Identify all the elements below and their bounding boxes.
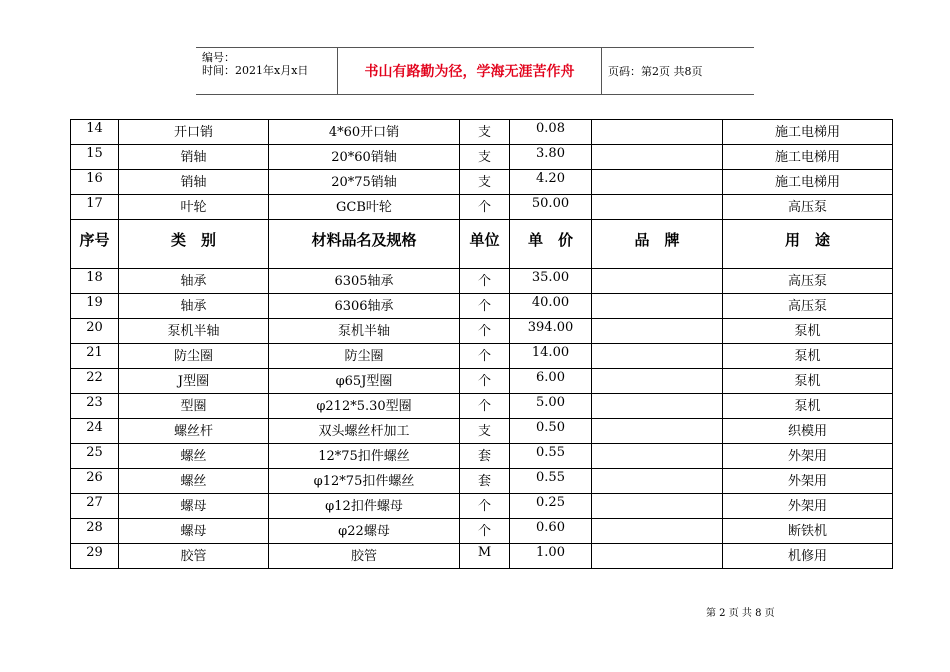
table-cell: 个 [460,519,510,544]
table-row [71,469,893,494]
table-row [71,344,893,369]
table-cell [592,170,723,195]
table-cell [592,319,723,344]
table-cell: 20 [71,319,119,344]
table-row [71,145,893,170]
table-cell: 0.50 [510,419,592,444]
table-cell [592,519,723,544]
table-cell [592,369,723,394]
table-cell [592,469,723,494]
table-row [71,369,893,394]
table-cell: 6306轴承 [269,294,460,319]
table-cell: GCB叶轮 [269,195,460,220]
table-cell: 个 [460,195,510,220]
table-cell: 支 [460,170,510,195]
table-cell: 28 [71,519,119,544]
column-header: 材料品名及规格 [269,220,460,269]
table-cell: 17 [71,195,119,220]
table-cell: 型圈 [119,394,269,419]
table-cell: 螺丝杆 [119,419,269,444]
table-cell: 23 [71,394,119,419]
table-cell: 泵机 [723,319,893,344]
table-cell: 14 [71,120,119,145]
table-cell: 个 [460,319,510,344]
table-cell: φ22螺母 [269,519,460,544]
table-cell: 防尘圈 [119,344,269,369]
table-row [71,195,893,220]
table-cell: 1.00 [510,544,592,569]
table-cell: 套 [460,444,510,469]
table-cell: 12*75扣件螺丝 [269,444,460,469]
table-header-row [71,220,893,269]
table-cell: φ12扣件螺母 [269,494,460,519]
table-cell: 个 [460,369,510,394]
table-cell [592,145,723,170]
table-cell: 15 [71,145,119,170]
table-cell: 0.60 [510,519,592,544]
table-row [71,444,893,469]
table-row [71,494,893,519]
table-cell: 泵机 [723,394,893,419]
table-cell: 泵机半轴 [269,319,460,344]
table-row [71,519,893,544]
table-cell: 外架用 [723,494,893,519]
table-cell: 6.00 [510,369,592,394]
table-cell: 外架用 [723,444,893,469]
table-cell: 20*75销轴 [269,170,460,195]
table-cell: 14.00 [510,344,592,369]
table-cell: 销轴 [119,145,269,170]
table-cell: 5.00 [510,394,592,419]
table-cell: 外架用 [723,469,893,494]
table-cell: 个 [460,269,510,294]
table-cell: 19 [71,294,119,319]
table-row [71,319,893,344]
table-cell: 高压泵 [723,294,893,319]
table-cell: φ12*75扣件螺丝 [269,469,460,494]
table-row [71,269,893,294]
table-cell: 螺母 [119,519,269,544]
table-row [71,294,893,319]
table-cell: 高压泵 [723,195,893,220]
table-cell: 22 [71,369,119,394]
table-cell: 40.00 [510,294,592,319]
table-row [71,419,893,444]
table-cell: 销轴 [119,170,269,195]
table-cell: 21 [71,344,119,369]
table-cell [592,294,723,319]
table-cell [592,419,723,444]
table-cell: 4.20 [510,170,592,195]
table-cell [592,394,723,419]
table-cell [592,344,723,369]
header-motto: 书山有路勤为径，学海无涯苦作舟 [338,48,602,94]
column-header: 品 牌 [592,220,723,269]
table-cell: 24 [71,419,119,444]
table-cell [592,444,723,469]
table-cell: 双头螺丝杆加工 [269,419,460,444]
table-cell: 0.08 [510,120,592,145]
column-header: 单位 [460,220,510,269]
table-cell: 织模用 [723,419,893,444]
column-header: 序号 [71,220,119,269]
table-cell: 施工电梯用 [723,170,893,195]
table-cell: 18 [71,269,119,294]
table-row [71,394,893,419]
number-label: 编号： [202,51,235,64]
date-line: 时间：2021年x月x日 [202,64,309,77]
table-row [71,170,893,195]
table-cell: 个 [460,294,510,319]
table-cell: 6305轴承 [269,269,460,294]
table-cell: φ212*5.30型圈 [269,394,460,419]
table-cell: 26 [71,469,119,494]
table-cell: 施工电梯用 [723,145,893,170]
table-cell: φ65J型圈 [269,369,460,394]
table-cell: 开口销 [119,120,269,145]
table-cell: 支 [460,419,510,444]
table-cell [592,269,723,294]
table-cell: 螺丝 [119,444,269,469]
table-cell [592,544,723,569]
table-cell: 个 [460,394,510,419]
table-cell: 泵机 [723,369,893,394]
table-cell: 胶管 [119,544,269,569]
table-cell: 高压泵 [723,269,893,294]
table-cell [592,494,723,519]
table-cell [592,120,723,145]
table-cell: 泵机半轴 [119,319,269,344]
table-cell: 断铁机 [723,519,893,544]
table-cell: 20*60销轴 [269,145,460,170]
table-cell: 个 [460,494,510,519]
column-header: 单 价 [510,220,592,269]
table-cell: 螺丝 [119,469,269,494]
table-cell: 16 [71,170,119,195]
table-cell: 支 [460,145,510,170]
table-cell: 35.00 [510,269,592,294]
table-cell: M [460,544,510,569]
page-footer: 第 2 页 共 8 页 [706,608,775,619]
table-cell: 27 [71,494,119,519]
table-row [71,120,893,145]
column-header: 类 别 [119,220,269,269]
table-cell: 泵机 [723,344,893,369]
table-cell: 0.55 [510,444,592,469]
table-cell [592,195,723,220]
table-cell: 防尘圈 [269,344,460,369]
table-cell: 25 [71,444,119,469]
table-cell: J型圈 [119,369,269,394]
header-page-code: 页码：第2页 共8页 [608,65,703,78]
header-meta [196,48,338,94]
column-header: 用 途 [723,220,893,269]
materials-table [70,119,893,569]
table-cell: 0.55 [510,469,592,494]
table-cell: 50.00 [510,195,592,220]
table-cell: 轴承 [119,269,269,294]
table-cell: 个 [460,344,510,369]
page-header [196,47,754,95]
table-cell: 3.80 [510,145,592,170]
table-cell: 叶轮 [119,195,269,220]
table-row [71,544,893,569]
table-cell: 0.25 [510,494,592,519]
table-cell: 螺母 [119,494,269,519]
table-cell: 394.00 [510,319,592,344]
table-cell: 套 [460,469,510,494]
table-cell: 轴承 [119,294,269,319]
table-cell: 支 [460,120,510,145]
table-cell: 29 [71,544,119,569]
table-cell: 施工电梯用 [723,120,893,145]
table-cell: 4*60开口销 [269,120,460,145]
table-cell: 机修用 [723,544,893,569]
table-cell: 胶管 [269,544,460,569]
